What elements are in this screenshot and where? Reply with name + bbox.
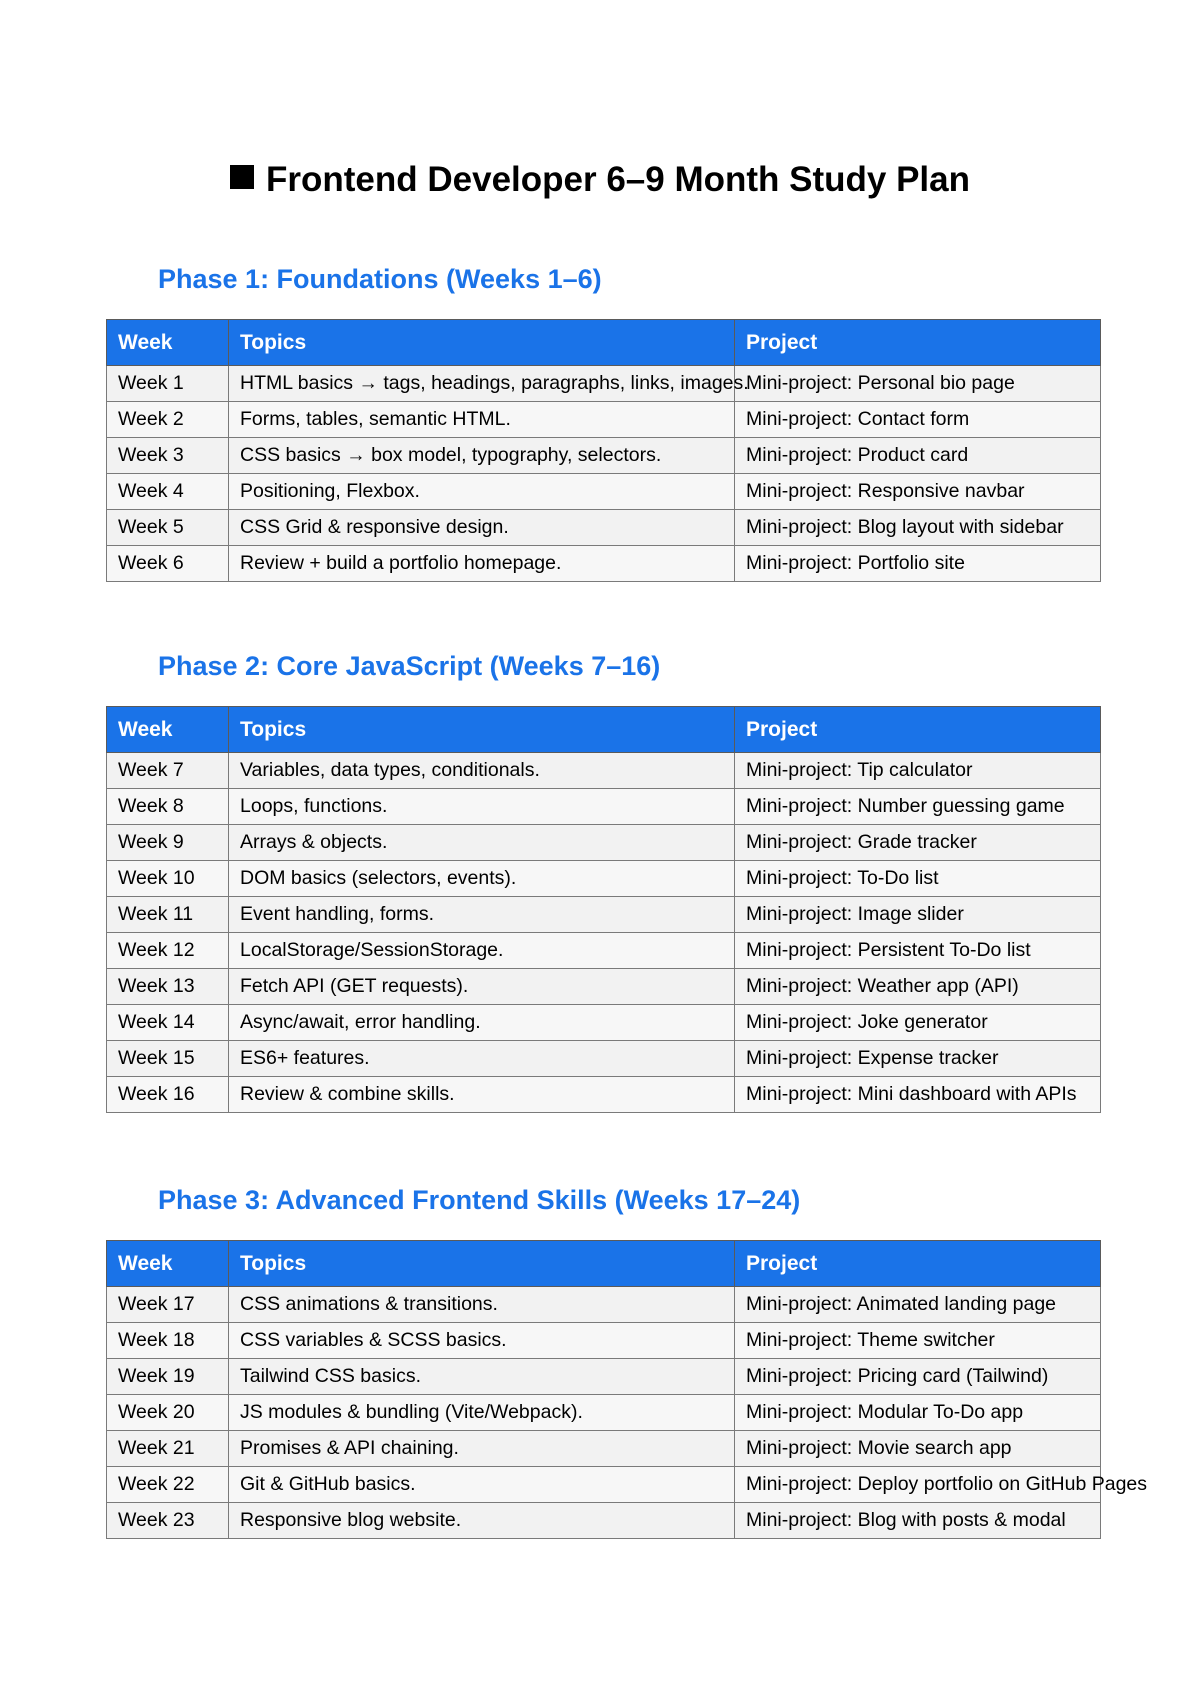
week-cell: Week 4	[107, 474, 229, 510]
week-cell: Week 10	[107, 861, 229, 897]
topics-cell: Review + build a portfolio homepage.	[229, 546, 735, 582]
week-cell: Week 23	[107, 1503, 229, 1539]
table-row	[107, 1359, 1101, 1395]
table-row	[107, 402, 1101, 438]
phase-1-table	[106, 319, 1101, 582]
header-week: Week	[107, 707, 229, 753]
header-project: Project	[735, 707, 1101, 753]
table-header-row	[107, 320, 1101, 366]
topics-cell: CSS variables & SCSS basics.	[229, 1323, 735, 1359]
week-cell: Week 3	[107, 438, 229, 474]
project-cell: Mini-project: Theme switcher	[735, 1323, 1101, 1359]
table-row	[107, 861, 1101, 897]
project-cell: Mini-project: Tip calculator	[735, 753, 1101, 789]
week-cell: Week 20	[107, 1395, 229, 1431]
table-header-row	[107, 1241, 1101, 1287]
table-row	[107, 438, 1101, 474]
project-cell: Mini-project: Portfolio site	[735, 546, 1101, 582]
table-row	[107, 933, 1101, 969]
week-cell: Week 13	[107, 969, 229, 1005]
topics-cell: DOM basics (selectors, events).	[229, 861, 735, 897]
topics-cell: Event handling, forms.	[229, 897, 735, 933]
header-topics: Topics	[229, 1241, 735, 1287]
table-row	[107, 753, 1101, 789]
week-cell: Week 15	[107, 1041, 229, 1077]
week-cell: Week 9	[107, 825, 229, 861]
project-cell: Mini-project: Personal bio page	[735, 366, 1101, 402]
week-cell: Week 17	[107, 1287, 229, 1323]
phase-1-heading: Phase 1: Foundations (Weeks 1–6)	[158, 264, 602, 294]
project-cell: Mini-project: Movie search app	[735, 1431, 1101, 1467]
week-cell: Week 6	[107, 546, 229, 582]
topics-cell: Promises & API chaining.	[229, 1431, 735, 1467]
week-cell: Week 16	[107, 1077, 229, 1113]
project-cell: Mini-project: Grade tracker	[735, 825, 1101, 861]
topics-cell: Fetch API (GET requests).	[229, 969, 735, 1005]
header-project: Project	[735, 1241, 1101, 1287]
project-cell: Mini-project: Expense tracker	[735, 1041, 1101, 1077]
table-row	[107, 546, 1101, 582]
table-row	[107, 1431, 1101, 1467]
table-row	[107, 1323, 1101, 1359]
project-cell: Mini-project: Modular To-Do app	[735, 1395, 1101, 1431]
project-cell: Mini-project: Animated landing page	[735, 1287, 1101, 1323]
table-row	[107, 510, 1101, 546]
project-cell: Mini-project: Mini dashboard with APIs	[735, 1077, 1101, 1113]
topics-cell: Arrays & objects.	[229, 825, 735, 861]
phase-3-heading: Phase 3: Advanced Frontend Skills (Weeks 17–24)	[158, 1185, 801, 1215]
topics-cell: Forms, tables, semantic HTML.	[229, 402, 735, 438]
topics-cell: LocalStorage/SessionStorage.	[229, 933, 735, 969]
topics-cell: Review & combine skills.	[229, 1077, 735, 1113]
week-cell: Week 11	[107, 897, 229, 933]
topics-cell: JS modules & bundling (Vite/Webpack).	[229, 1395, 735, 1431]
project-cell: Mini-project: Responsive navbar	[735, 474, 1101, 510]
table-row	[107, 1041, 1101, 1077]
project-cell: Mini-project: To-Do list	[735, 861, 1101, 897]
table-row	[107, 366, 1101, 402]
table-row	[107, 897, 1101, 933]
project-cell: Mini-project: Blog layout with sidebar	[735, 510, 1101, 546]
project-cell: Mini-project: Deploy portfolio on GitHub Pages	[735, 1467, 1101, 1503]
week-cell: Week 1	[107, 366, 229, 402]
week-cell: Week 22	[107, 1467, 229, 1503]
week-cell: Week 8	[107, 789, 229, 825]
project-cell: Mini-project: Pricing card (Tailwind)	[735, 1359, 1101, 1395]
topics-cell: Git & GitHub basics.	[229, 1467, 735, 1503]
phase-2-table	[106, 706, 1101, 1113]
phase-2-heading: Phase 2: Core JavaScript (Weeks 7–16)	[158, 651, 661, 681]
table-row	[107, 825, 1101, 861]
week-cell: Week 21	[107, 1431, 229, 1467]
project-cell: Mini-project: Joke generator	[735, 1005, 1101, 1041]
table-row	[107, 969, 1101, 1005]
project-cell: Mini-project: Image slider	[735, 897, 1101, 933]
table-header-row	[107, 707, 1101, 753]
week-cell: Week 5	[107, 510, 229, 546]
project-cell: Mini-project: Persistent To-Do list	[735, 933, 1101, 969]
header-topics: Topics	[229, 707, 735, 753]
week-cell: Week 2	[107, 402, 229, 438]
topics-cell: CSS Grid & responsive design.	[229, 510, 735, 546]
table-row	[107, 789, 1101, 825]
topics-cell: CSS animations & transitions.	[229, 1287, 735, 1323]
table-row	[107, 1503, 1101, 1539]
topics-cell: CSS basics → box model, typography, selectors.	[229, 438, 735, 474]
project-cell: Mini-project: Weather app (API)	[735, 969, 1101, 1005]
topics-cell: ES6+ features.	[229, 1041, 735, 1077]
table-row	[107, 1005, 1101, 1041]
project-cell: Mini-project: Product card	[735, 438, 1101, 474]
project-cell: Mini-project: Blog with posts & modal	[735, 1503, 1101, 1539]
phase-3-table	[106, 1240, 1148, 1539]
week-cell: Week 18	[107, 1323, 229, 1359]
topics-cell: Variables, data types, conditionals.	[229, 753, 735, 789]
topics-cell: Positioning, Flexbox.	[229, 474, 735, 510]
header-topics: Topics	[229, 320, 735, 366]
table-row	[107, 1287, 1101, 1323]
table-row	[107, 1467, 1101, 1503]
week-cell: Week 19	[107, 1359, 229, 1395]
page-title	[0, 160, 1200, 200]
topics-cell: HTML basics → tags, headings, paragraphs, links, images.	[229, 366, 735, 402]
week-cell: Week 12	[107, 933, 229, 969]
topics-cell: Responsive blog website.	[229, 1503, 735, 1539]
week-cell: Week 14	[107, 1005, 229, 1041]
table-row	[107, 1077, 1101, 1113]
table-row	[107, 1395, 1101, 1431]
black-square-icon	[230, 165, 254, 189]
topics-cell: Tailwind CSS basics.	[229, 1359, 735, 1395]
week-cell: Week 7	[107, 753, 229, 789]
header-week: Week	[107, 1241, 229, 1287]
topics-cell: Async/await, error handling.	[229, 1005, 735, 1041]
topics-cell: Loops, functions.	[229, 789, 735, 825]
table-row	[107, 474, 1101, 510]
project-cell: Mini-project: Contact form	[735, 402, 1101, 438]
project-cell: Mini-project: Number guessing game	[735, 789, 1101, 825]
page-title-text: Frontend Developer 6–9 Month Study Plan	[266, 160, 970, 199]
header-project: Project	[735, 320, 1101, 366]
header-week: Week	[107, 320, 229, 366]
